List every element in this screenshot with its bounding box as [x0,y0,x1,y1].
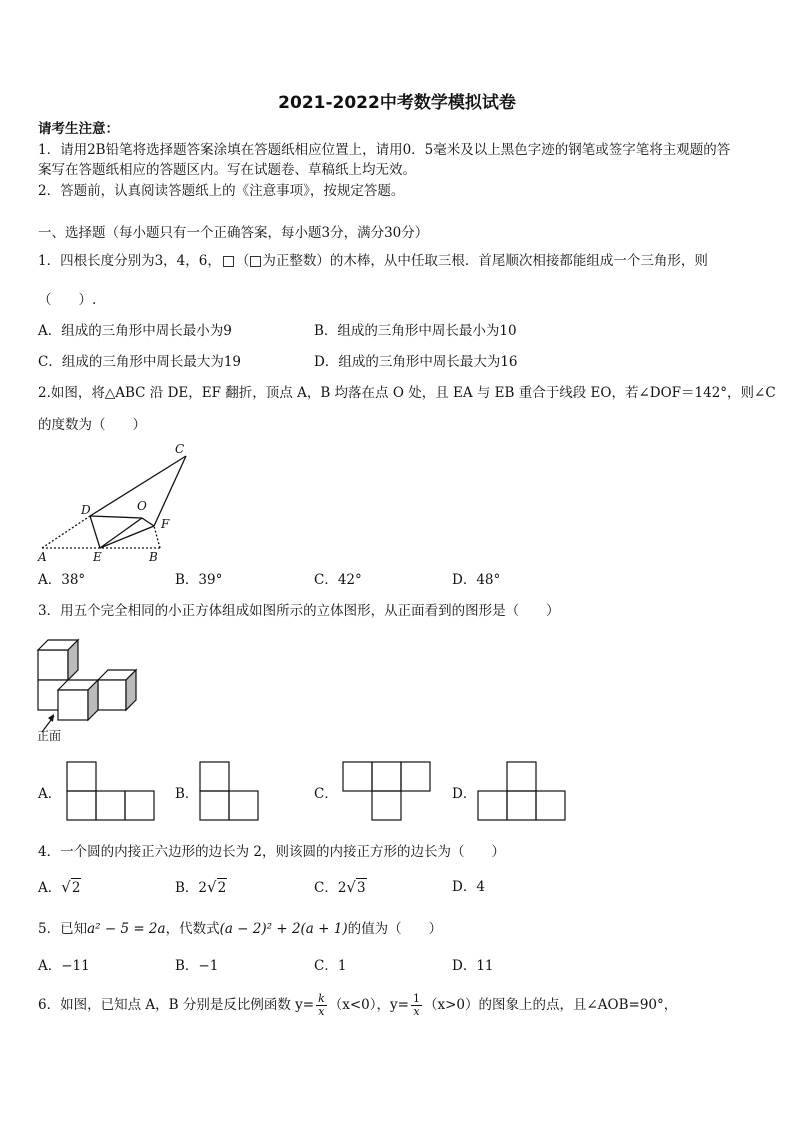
label-C: C [175,442,185,456]
q3-option-a: A． [38,786,62,802]
question-2-stem: 2.如图，将△ABC 沿 DE，EF 翻折，顶点 A，B 均落在点 O 处，且 EA 与 EB 重合于线段 EO，若∠DOF＝142°，则∠C [38,385,776,401]
q5-option-d: D．11 [452,958,494,974]
q1-option-a: A．组成的三角形中周长最小为9 [38,323,232,339]
question-1-paren: （ ）. [38,292,97,308]
q3-option-a-figure [64,760,156,822]
q3-option-d-figure [475,760,569,822]
label-D: D [81,503,91,517]
q3-option-b-figure [197,760,261,822]
q3-option-b: B． [175,786,199,802]
label-B: B [149,550,158,564]
equation-1: a² − 5 = 2a [87,921,166,937]
q4-option-b: B．2√2 [175,878,227,896]
q2-option-d: D．48° [452,572,501,588]
fraction-k-over-x: $\frac{k}{x}$ [318,992,325,1018]
cubes-3d-figure [34,636,146,744]
placeholder-box-icon [223,256,234,267]
triangle-fold-figure [30,440,205,565]
q1-option-c: C．组成的三角形中周长最大为19 [38,354,242,370]
q2-option-c: C．42° [314,572,362,588]
label-E: E [93,550,102,564]
q2-option-b: B．39° [175,572,223,588]
placeholder-box-icon [250,256,261,267]
section-heading: 一、选择题（每小题只有一个正确答案，每小题3分，满分30分） [38,225,429,241]
q4-option-d: D．4 [452,879,485,895]
q3-option-d: D． [452,786,477,802]
q4-option-c: C．2√3 [314,878,366,896]
fraction-1-over-x: $\frac{1}{x}$ [412,992,420,1018]
q1-option-d: D．组成的三角形中周长最大为16 [314,354,518,370]
notice-heading: 请考生注意： [38,121,119,137]
page-title: 2021-2022中考数学模拟试卷 [278,93,516,113]
label-F: F [161,517,170,531]
q2-option-a: A．38° [38,572,86,588]
notice-line-2: 2．答题前，认真阅读答题纸上的《注意事项》，按规定答题。 [38,183,405,199]
front-label: 正面 [37,729,62,743]
q5-option-a: A．−11 [38,958,90,974]
q3-option-c-figure [340,760,434,822]
question-2-stem-b: 的度数为（ ） [38,417,146,433]
q5-option-c: C．1 [314,958,347,974]
q1-option-b: B．组成的三角形中周长最小为10 [314,323,517,339]
question-1-stem: 1．四根长度分别为3，4，6， （ 为正整数）的木棒，从中任取三根．首尾顺次相接都能组成一个三角形，则 [38,253,708,269]
q4-option-a: A．√2 [38,878,81,896]
question-3-stem: 3．用五个完全相同的小正方体组成如图所示的立体图形，从正面看到的图形是（ ） [38,603,560,619]
label-A: A [38,550,47,564]
question-6-stem: 6．如图，已知点 A，B 分别是反比例函数 y= $\frac{k}{x}$ （x<0），y= $\frac{1}{x}$ （x>0）的图象上的点，且∠AOB=90°， [38,992,678,1018]
question-5-stem: 5．已知a² − 5 = 2a，代数式(a − 2)² + 2(a + 1)的值为（ ） [38,921,443,937]
expression: (a − 2)² + 2(a + 1) [219,921,348,937]
q5-option-b: B．−1 [175,958,219,974]
label-O: O [137,499,147,513]
question-4-stem: 4．一个圆的内接正六边形的边长为 2，则该圆的内接正方形的边长为（ ） [38,844,505,860]
notice-line-1: 1．请用2B铅笔将选择题答案涂填在答题纸相应位置上，请用0．5毫米及以上黑色字迹的钢笔或签字笔将主观题的答 [38,142,731,158]
q3-option-c: C． [314,786,338,802]
notice-line-1b: 案写在答题纸相应的答题区内。写在试题卷、草稿纸上均无效。 [38,162,416,178]
